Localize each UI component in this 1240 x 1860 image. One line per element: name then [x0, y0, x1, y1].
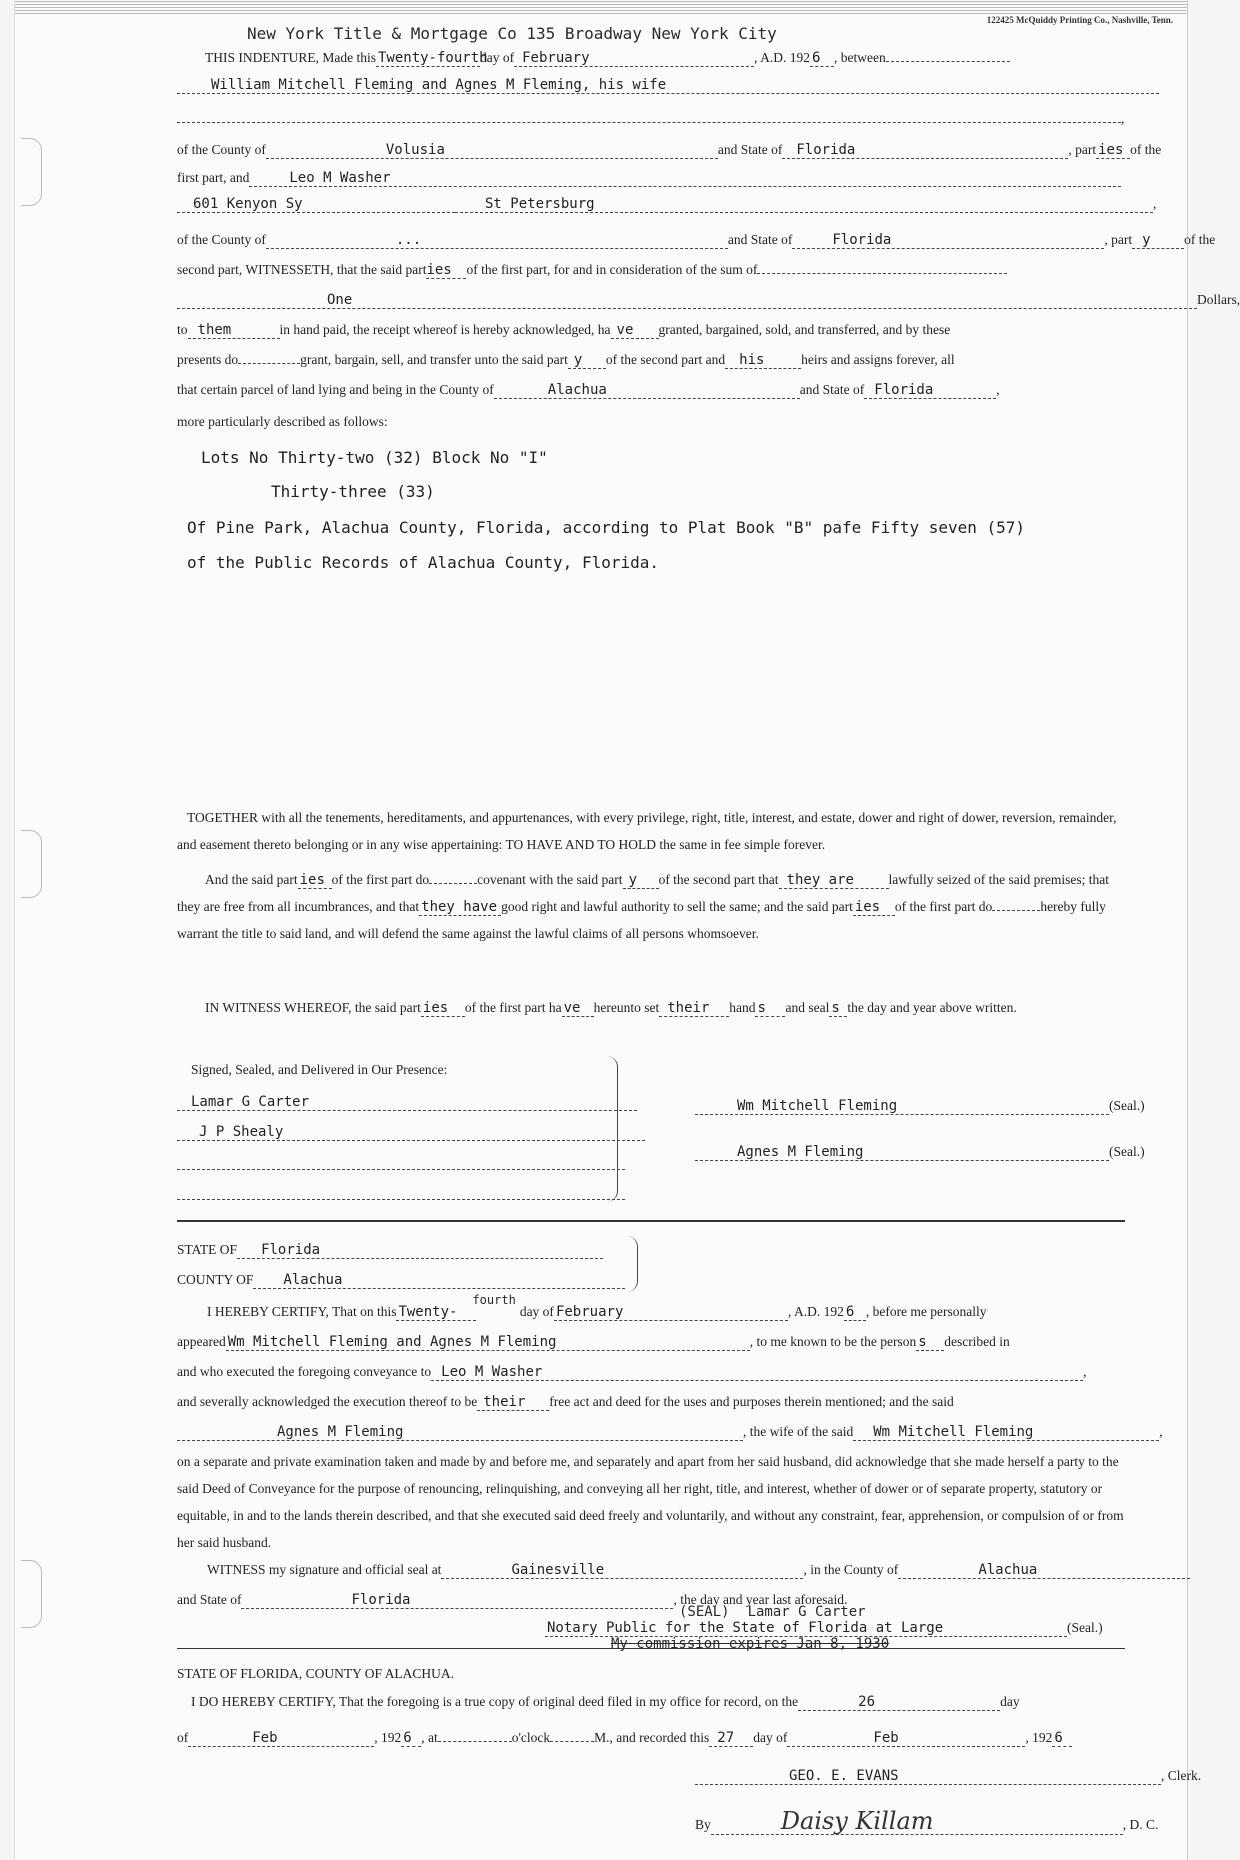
- clerk-name: GEO. E. EVANS: [695, 1769, 1161, 1785]
- indenture-month: February: [514, 51, 754, 67]
- grantor-signature-1-line: Wm Mitchell Fleming (Seal.): [695, 1098, 1187, 1115]
- binder-hole-top: [21, 138, 42, 206]
- section-divider-2: [177, 1648, 1125, 1649]
- witness-whereof-paragraph: IN WITNESS WHEREOF, the said part ies of the first part ha ve hereunto set their hand s and seal s the day and year above written.: [205, 1000, 1017, 1016]
- clerk-line: GEO. E. EVANS , Clerk.: [695, 1768, 1187, 1785]
- ack-state: Florida: [237, 1243, 603, 1259]
- indenture-day: Twenty-fourth: [377, 50, 488, 66]
- grantee-state: Florida: [792, 233, 1104, 249]
- description-line-1: Lots No Thirty-two (32) Block No "I": [201, 448, 548, 467]
- grantee-line: first part, and Leo M Washer: [177, 170, 1187, 187]
- grantor-signature-2-line: Agnes M Fleming (Seal.): [695, 1144, 1187, 1161]
- record-filed-month: Feb: [188, 1731, 374, 1747]
- notary-title: Notary Public for the State of Florida at Large: [545, 1621, 1067, 1637]
- presents-line: presents do grant, bargain, sell, and transfer unto the said part y of the second part and his heirs and assigns forever, all: [177, 352, 955, 368]
- notary-title-line: Notary Public for the State of Florida at Large (Seal.): [547, 1620, 1103, 1636]
- record-rec-day: 27: [709, 1731, 753, 1747]
- grantee-address-line: 601 Kenyon Sy St Petersburg ,: [177, 196, 1187, 213]
- deed-sheet: 122425 McQuiddy Printing Co., Nashville, Tenn. New York Title & Mortgage Co 135 Broadway New York City THIS INDENTURE, Made this Twenty-fourthday of February , A.D. 192 6 , between William Mitchell Fleming and Agnes M Fleming, his wife , of the County of Volusia and State of Florida , part ies of the first part, and Leo M Washer 601 Kenyon Sy St Petersburg , of the County of ... and State of Florida , part y of the second part, WITNESSETH, that the said parties of the first part, for and in consideration of the sum of One Dollars, to them in hand paid, the receipt whereof is hereby acknowledged, ha ve granted, bargained, sold, and transferred, and by these presents do grant, bargain, sell, and transfer unto the said part y of the second part and his heirs and assigns forever, all that certain parcel of land lying and being in the County of Alachua and State of Florida , more particularly described as follows: Lots No Thirty-two (32) Block No "I" Thirty-three (33) Of Pine Park, Alachua County, Florida, according to Plat Book "B" pafe Fifty seven (57) of the Public Records of Alachua County, Florida. TOGETHER with all the tenements, hereditaments, and appurtenances, with every privilege, right, title, interest, and estate, dower and right of dower, reversion, remainder, and easement thereto belonging or in any wise appertaining: TO HAVE AND TO HOLD the same in fee simple forever. And the said part ies of the first part do covenant with the said part y of the second part that they are lawfully seized of the said premises; that they are free from all incumbrances, and that they have good right and lawful authority to sell the same; and the said part ies of the first part do hereby fully warrant the title to said land, and will defend the same against the lawful claims of all persons whomsoever. IN WITNESS WHEREOF, the said part ies of the first part ha ve hereunto set their hand s and seal s the day and year above written. Signed, Sealed, and Delivered in Our Presence: Lamar G Carter J P Shealy Wm Mitchell Fleming (Seal.) Agnes M Fleming (Seal.) STATE OF Florida COUNTY OF Alachua I HEREBY CERTIFY, That on this Twenty-fourthday of February , A.D. 192 6 , before me personally appeared Wm Mitchell Fleming and Agnes M Fleming , to me known to be the person s described in and who executed the foregoing conveyance to Leo M Washer , and severally acknowledged the execution thereof to be their free act and deed for the uses and purposes therein mentioned; and the said Agnes M Fleming , the wife of the said Wm Mitchell Fleming , on a separate and private examination taken and made by and before me, and separately and apart from her said husband, did acknowledge that she made herself a party to the said Deed of Conveyance for the purpose of renouncing, relinquishing, and conveying all her right, title, and interest, whether of dower or of separate property, statutory or equitable, in and to the lands therein described, and that she executed said deed freely and voluntarily, and without any constraint, fear, apprehension, or compulsion of or from her said husband. WITNESS my signature and official seal at Gainesville , in the County of Alachua and State of Florida , the day and year last aforesaid. (SEAL) Lamar G Carter Notary Public for the State of Florida at Large (Seal.) My commission expires Jan 8, 1930 STATE OF FLORIDA, COUNTY OF ALACHUA. I DO HEREBY CERTIFY, That the foregoing is a true copy of original deed filed in my office for record, on the 26 day of Feb , 192 6 , at o'clock M., and recorded this 27 day of Feb , 192 6 GEO. E. EVANS , Clerk. By Daisy Killam , D. C.: [14, 0, 1188, 1860]
- grantor-signature-1: Wm Mitchell Fleming: [695, 1099, 1109, 1115]
- ack-executed-to: Leo M Washer: [431, 1365, 1083, 1381]
- ack-wife-line: Agnes M Fleming , the wife of the said Wm Mitchell Fleming ,: [177, 1424, 1187, 1441]
- witnesseth-line: second part, WITNESSETH, that the said parties of the first part, for and in consideration of the sum of: [177, 262, 1187, 279]
- notary-seal-line: (SEAL) Lamar G Carter: [679, 1604, 866, 1620]
- ack-county: Alachua: [253, 1273, 625, 1289]
- grantee-name: Leo M Washer: [249, 171, 1121, 187]
- grantee-county: ...: [266, 233, 728, 249]
- grantor-signature-2: Agnes M Fleming: [695, 1145, 1109, 1161]
- grantor-part-suffix: ies: [1096, 143, 1130, 159]
- record-heading: STATE OF FLORIDA, COUNTY OF ALACHUA.: [177, 1666, 455, 1681]
- grantor-names: William Mitchell Fleming and Agnes M Fleming, his wife: [177, 78, 1159, 94]
- blank-line: [177, 122, 1121, 123]
- indenture-line: THIS INDENTURE, Made this Twenty-fourthday of February , A.D. 192 6 , between: [205, 50, 1187, 67]
- section-divider-1: [177, 1220, 1125, 1222]
- witness-brace: [607, 1056, 618, 1202]
- top-rule-band: [15, 0, 1187, 14]
- ack-county-2: Alachua: [898, 1563, 1190, 1579]
- sum-line: One Dollars,: [177, 292, 1187, 309]
- record-dates-line: of Feb , 192 6 , at o'clock M., and recorded this 27 day of Feb , 192 6: [177, 1730, 1187, 1747]
- record-rec-month: Feb: [787, 1731, 1025, 1747]
- ack-separate-paragraph: on a separate and private examination taken and made by and before me, and separately and apart from her said husband, did acknowledge that she made herself a party to the said Deed of Conveyance for the purpose of renouncing, relinquishing, and conveying all her right, title, and interest, whether of dower or of separate property, statutory or equitable, in and to the lands therein described, and that she executed said deed freely and voluntarily, and without any constraint, fear, apprehension, or compulsion of or from her said husband.: [177, 1454, 1124, 1550]
- covenant-paragraph: And the said part ies of the first part do covenant with the said part y of the second part that they are lawfully seized of the said premises; that they are free from all incumbrances, and that they have good right and lawful authority to sell the same; and the said part ies of the first part do hereby fully warrant the title to said land, and will defend the same against the lawful claims of all persons whomsoever.: [177, 872, 1109, 941]
- header-typed: New York Title & Mortgage Co 135 Broadway New York City: [247, 24, 777, 43]
- printer-mark: 122425 McQuiddy Printing Co., Nashville, Tenn.: [986, 15, 1173, 25]
- ack-witness-line: WITNESS my signature and official seal at Gainesville , in the County of Alachua: [207, 1562, 1187, 1579]
- ack-certify-line: I HEREBY CERTIFY, That on this Twenty-fourthday of February , A.D. 192 6 , before me personally: [207, 1293, 987, 1320]
- grantor-county-line: of the County of Volusia and State of Florida , part ies of the: [177, 142, 1162, 158]
- grantor-county: Volusia: [266, 143, 718, 159]
- grantee-address-street: 601 Kenyon Sy: [177, 197, 455, 213]
- binder-hole-middle: [21, 830, 42, 898]
- grantor-names-line: [177, 77, 1187, 94]
- witness-1: Lamar G Carter: [177, 1095, 637, 1111]
- receipt-line: to them in hand paid, the receipt whereof is hereby acknowledged, ha ve granted, bargained, sold, and transferred, and by these: [177, 322, 951, 338]
- grantor-state: Florida: [782, 143, 1068, 159]
- notary-name: Lamar G Carter: [747, 1604, 866, 1620]
- ack-executed-line: and who executed the foregoing conveyance to Leo M Washer ,: [177, 1364, 1087, 1380]
- deputy-clerk-signature: Daisy Killam: [711, 1808, 1123, 1835]
- ack-state-2-line: and State of Florida , the day and year last aforesaid.: [177, 1592, 848, 1608]
- ack-husband-name: Wm Mitchell Fleming: [853, 1425, 1159, 1441]
- description-line-2: Thirty-three (33): [271, 482, 435, 501]
- ack-severally-line: and severally acknowledged the execution thereof to be their free act and deed for the uses and purposes therein mentioned; and the said: [177, 1394, 954, 1410]
- ack-county-line: COUNTY OF Alachua: [177, 1272, 1187, 1289]
- ack-wife-name: Agnes M Fleming: [177, 1425, 743, 1441]
- indenture-year: 6: [810, 51, 834, 67]
- ack-place: Gainesville: [441, 1563, 803, 1579]
- record-certify-line: I DO HEREBY CERTIFY, That the foregoing is a true copy of original deed filed in my office for record, on the 26 day: [191, 1694, 1020, 1710]
- ack-month: February: [554, 1305, 788, 1321]
- ack-state-2: Florida: [241, 1593, 673, 1609]
- consideration-sum: One: [177, 293, 1197, 309]
- deputy-clerk-line: By Daisy Killam , D. C.: [695, 1807, 1159, 1835]
- witness-2: J P Shealy: [177, 1125, 645, 1141]
- described-label: more particularly described as follows:: [177, 414, 388, 429]
- notary-commission: My commission expires Jan 8, 1930: [611, 1636, 890, 1652]
- together-paragraph: TOGETHER with all the tenements, hereditaments, and appurtenances, with every privilege, right, title, interest, and estate, dower and right of dower, reversion, remainder, and easement thereto belonging or in any wise appertaining: TO HAVE AND TO HOLD the same in fee simple forever.: [177, 810, 1117, 852]
- grantee-county-line: of the County of ... and State of Florida , part y of the: [177, 232, 1216, 248]
- signed-sealed-label: Signed, Sealed, and Delivered in Our Presence:: [191, 1062, 448, 1077]
- description-line-3: Of Pine Park, Alachua County, Florida, according to Plat Book "B" pafe Fifty seven (57): [187, 518, 1026, 537]
- ack-appeared-line: appeared Wm Mitchell Fleming and Agnes M Fleming , to me known to be the person s described in: [177, 1334, 1010, 1350]
- ack-state-line: STATE OF Florida: [177, 1242, 1187, 1259]
- binder-hole-bottom: [21, 1560, 42, 1628]
- ack-appeared-names: Wm Mitchell Fleming and Agnes M Fleming: [226, 1335, 750, 1351]
- description-line-4: of the Public Records of Alachua County, Florida.: [187, 553, 660, 572]
- parcel-county: Alachua: [494, 383, 800, 399]
- parcel-state: Florida: [864, 383, 996, 399]
- parcel-line: that certain parcel of land lying and being in the County of Alachua and State of Florida ,: [177, 382, 1000, 398]
- grantee-part-suffix: y: [1132, 233, 1184, 249]
- grantee-address-city: St Petersburg: [455, 197, 1153, 213]
- record-filed-day: 26: [798, 1695, 1000, 1711]
